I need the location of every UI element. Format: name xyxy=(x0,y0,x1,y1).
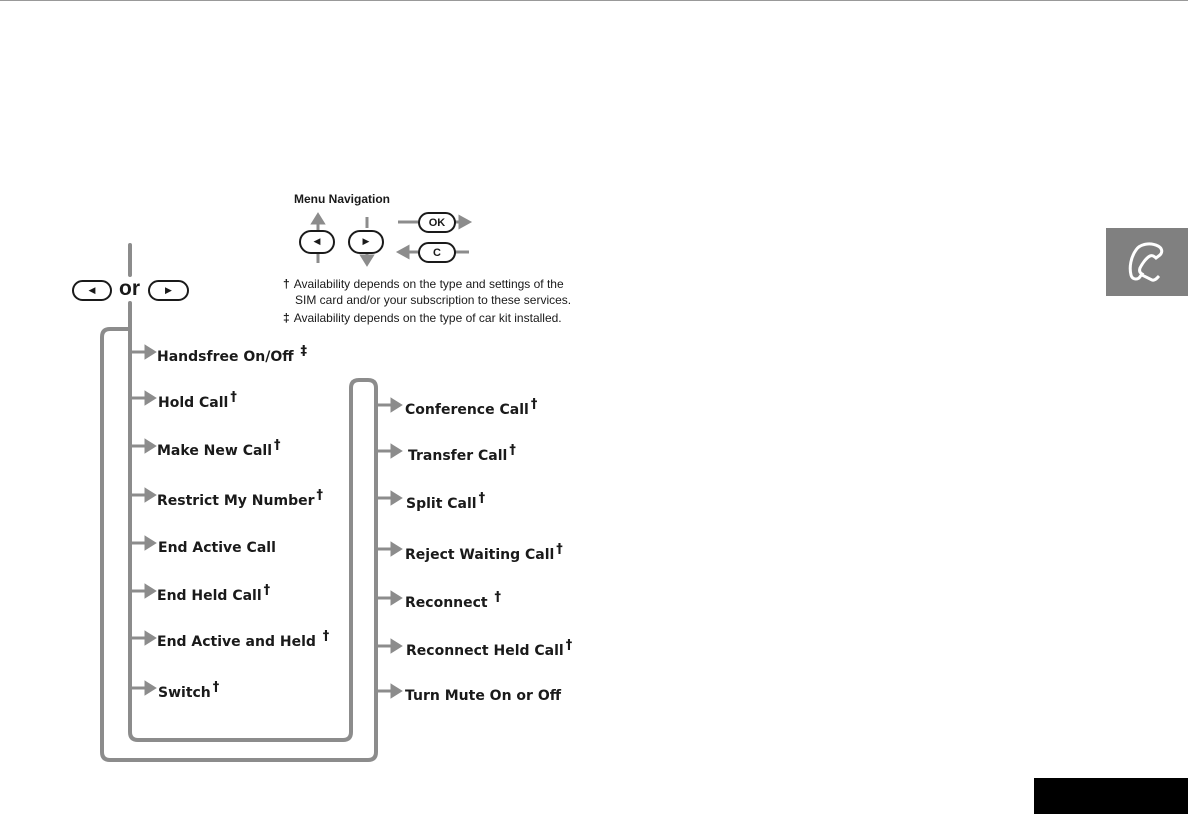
menu-item-handsfree: Handsfree On/Off ‡ xyxy=(157,344,307,365)
phone-icon xyxy=(1106,228,1188,296)
menu-item-conference-call: Conference Call † xyxy=(405,397,538,418)
menu-item-reject-waiting-call: Reject Waiting Call † xyxy=(405,542,563,563)
page-tab xyxy=(1034,778,1188,814)
menu-item-end-held-call: End Held Call † xyxy=(157,583,271,604)
section-tab xyxy=(1106,228,1188,296)
menu-item-end-active-and-held: End Active and Held † xyxy=(157,629,330,650)
menu-item-reconnect: Reconnect † xyxy=(405,590,501,611)
ok-key: OK xyxy=(418,212,456,233)
menu-item-transfer-call: Transfer Call † xyxy=(408,443,516,464)
menu-item-hold-call: Hold Call † xyxy=(158,390,237,411)
or-text: or xyxy=(119,277,140,300)
menu-item-end-active-call: End Active Call xyxy=(158,540,276,556)
menu-item-restrict-my-number: Restrict My Number † xyxy=(157,488,323,509)
footnote-dagger-line2: SIM card and/or your subscription to these services. xyxy=(295,293,572,307)
menu-navigation-title: Menu Navigation xyxy=(294,192,391,206)
footnote-dagger xyxy=(283,277,564,292)
menu-item-make-new-call: Make New Call † xyxy=(157,438,281,459)
menu-item-switch: Switch † xyxy=(158,680,220,701)
double-dagger-symbol: ‡ xyxy=(283,311,290,325)
footnote-double-dagger xyxy=(283,311,562,326)
entry-left-key-icon: ◀ xyxy=(72,280,112,301)
menu-item-reconnect-held-call: Reconnect Held Call † xyxy=(406,638,573,659)
footnote-double-dagger-line1: Availability depends on the type of car kit installed. xyxy=(293,311,562,325)
left-branches xyxy=(130,347,154,693)
menu-item-split-call: Split Call † xyxy=(406,491,486,512)
right-branches xyxy=(376,400,400,696)
dagger-symbol: † xyxy=(283,277,290,291)
footnote-dagger-line1: Availability depends on the type and settings of the xyxy=(293,277,564,291)
menu-item-turn-mute: Turn Mute On or Off xyxy=(405,688,562,704)
entry-right-key-icon: ▶ xyxy=(148,280,189,301)
left-key-icon: ◀ xyxy=(299,230,335,254)
c-key: C xyxy=(418,242,456,263)
right-key-icon: ▶ xyxy=(348,230,384,254)
